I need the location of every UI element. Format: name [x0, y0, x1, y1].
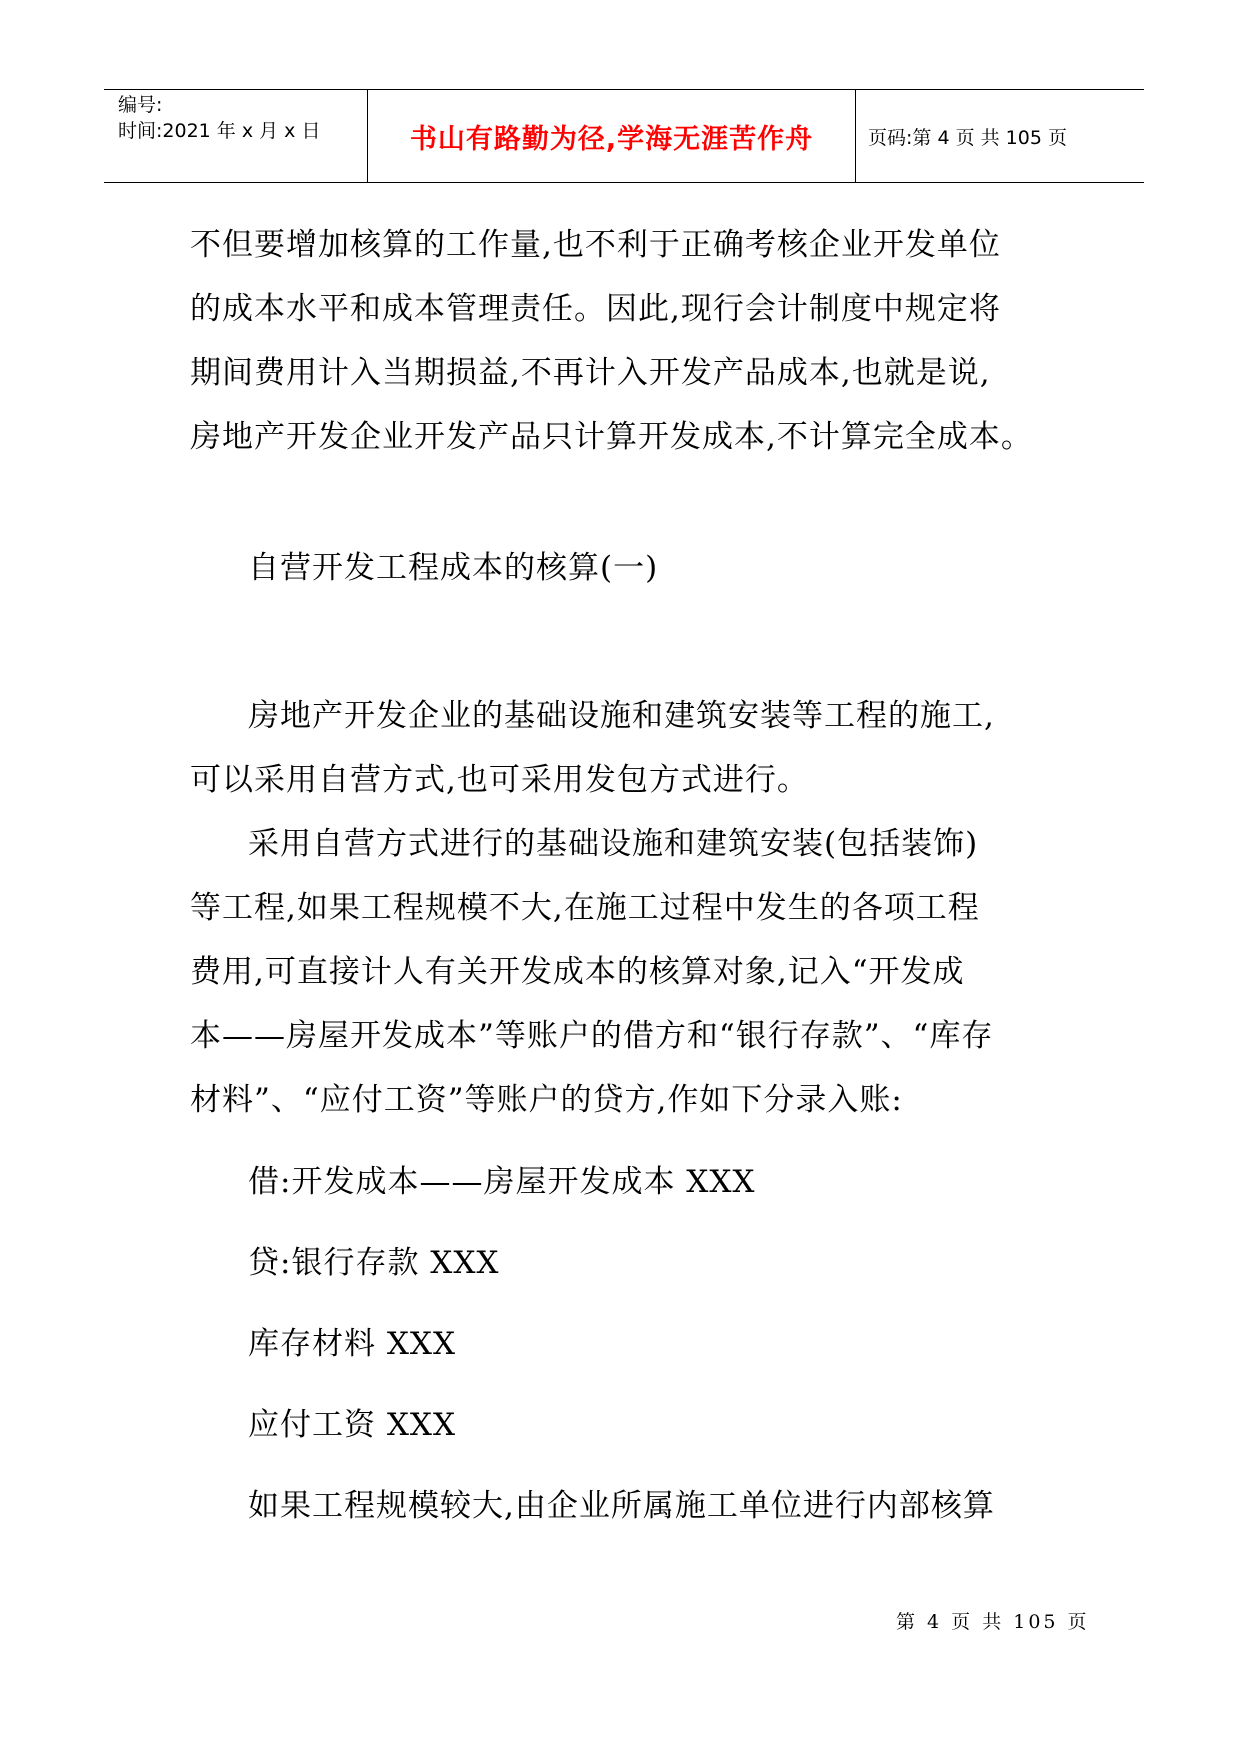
body-line: 费用,可直接计人有关开发成本的核算对象,记入“开发成	[190, 954, 965, 990]
body-line: 不但要增加核算的工作量,也不利于正确考核企业开发单位	[190, 227, 1001, 263]
header-page-label: 页码:第 4 页 共 105 页	[868, 126, 1067, 149]
body-line: 本——房屋开发成本”等账户的借方和“银行存款”、“库存	[190, 1018, 994, 1054]
body-line: 期间费用计入当期损益,不再计入开发产品成本,也就是说,	[190, 355, 991, 391]
body-line: 可以采用自营方式,也可采用发包方式进行。	[190, 762, 809, 798]
body-line: 房地产开发企业的基础设施和建筑安装等工程的施工,	[248, 698, 995, 734]
body-line: 房地产开发企业开发产品只计算开发成本,不计算完全成本。	[190, 419, 1033, 455]
document-header	[104, 89, 1144, 183]
journal-entry-debit: 借:开发成本——房屋开发成本 XXX	[248, 1164, 756, 1200]
header-page-cell	[856, 90, 1144, 182]
journal-entry-credit: 贷:银行存款 XXX	[248, 1245, 500, 1281]
header-motto-cell	[368, 90, 856, 182]
body-line: 的成本水平和成本管理责任。因此,现行会计制度中规定将	[190, 291, 1001, 327]
document-body	[190, 213, 1070, 1538]
document-number-label: 编号:	[118, 94, 163, 116]
section-heading: 自营开发工程成本的核算(一)	[248, 550, 659, 586]
body-line: 材料”、“应付工资”等账户的贷方,作如下分录入账:	[190, 1082, 903, 1118]
body-line: 等工程,如果工程规模不大,在施工过程中发生的各项工程	[190, 890, 980, 926]
body-line: 如果工程规模较大,由企业所属施工单位进行内部核算	[248, 1488, 995, 1524]
page-footer: 第 4 页 共 105 页	[896, 1611, 1090, 1633]
document-time-label: 时间:2021 年 x 月 x 日	[118, 120, 321, 142]
journal-entry-credit: 应付工资 XXX	[248, 1407, 457, 1443]
header-motto: 书山有路勤为径,学海无涯苦作舟	[409, 123, 814, 155]
body-line: 采用自营方式进行的基础设施和建筑安装(包括装饰)	[248, 826, 979, 862]
journal-entry-credit: 库存材料 XXX	[248, 1326, 457, 1362]
header-meta-cell	[104, 90, 368, 182]
